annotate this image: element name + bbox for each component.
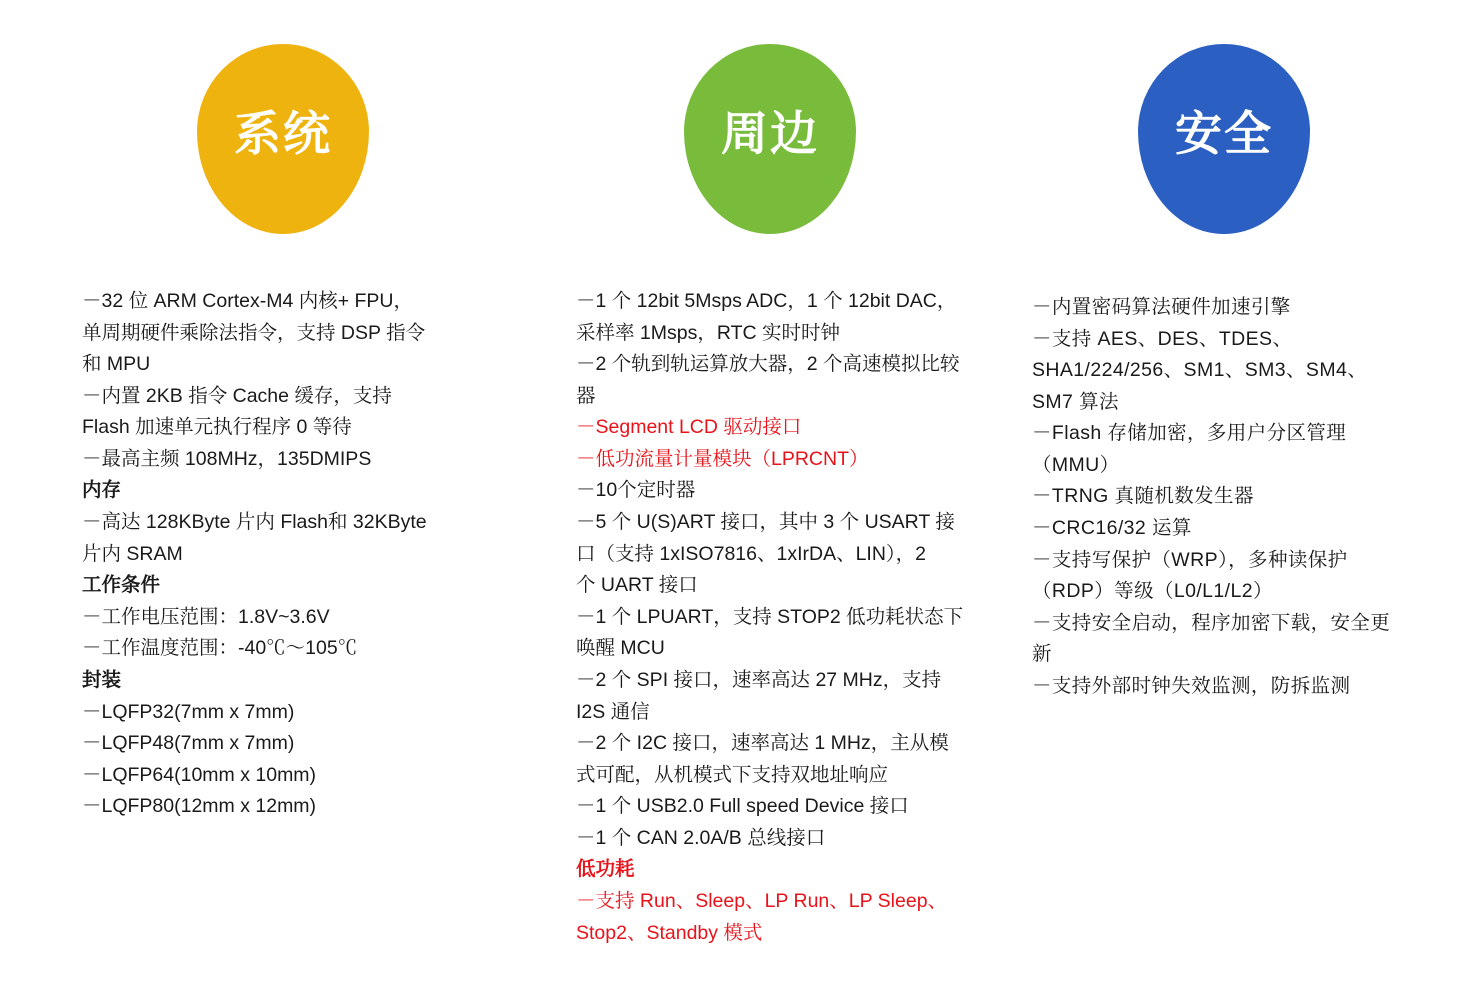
text-line: 单周期硬件乘除法指令，支持 DSP 指令 [82, 321, 426, 344]
text-line: 片内 SRAM [82, 542, 183, 565]
badge-tail-peripheral [786, 170, 832, 226]
column-security [1032, 0, 1432, 983]
text-line: Flash 加速单元执行程序 0 等待 [82, 416, 352, 439]
text-line: SHA1/224/256、SM1、SM3、SM4、 [1032, 359, 1368, 382]
text-line: －最高主频 108MHz，135DMIPS [82, 447, 372, 470]
badge-security [1032, 0, 1432, 250]
text-line: －内置 2KB 指令 Cache 缓存，支持 [82, 384, 392, 407]
text-line: －2 个 SPI 接口，速率高达 27 MHz，支持 [576, 668, 942, 691]
body-text-system [82, 286, 512, 823]
text-line: －1 个 LPUART，支持 STOP2 低功耗状态下 [576, 605, 964, 628]
text-line: －支持写保护（WRP），多种读保护 [1032, 548, 1348, 571]
badge-label-peripheral: 周边 [721, 106, 819, 160]
text-line-highlight: －支持 Run、Sleep、LP Run、LP Sleep、 [576, 889, 948, 912]
text-line: 个 UART 接口 [576, 574, 698, 597]
text-line: －5 个 U(S)ART 接口，其中 3 个 USART 接 [576, 511, 955, 534]
text-line: 式可配，从机模式下支持双地址响应 [576, 763, 889, 786]
badge-system [82, 0, 512, 250]
text-line: －工作温度范围：-40℃～105℃ [82, 637, 358, 660]
text-line: SM7 算法 [1032, 390, 1119, 413]
text-line: －10个定时器 [576, 479, 696, 502]
text-line: －Flash 存储加密，多用户分区管理 [1032, 422, 1347, 445]
text-line: －高达 128KByte 片内 Flash和 32KByte [82, 511, 427, 534]
text-line: －LQFP48(7mm x 7mm) [82, 732, 295, 755]
text-line: －支持 AES、DES、TDES、 [1032, 327, 1293, 350]
text-line: －工作电压范围：1.8V~3.6V [82, 605, 330, 628]
body-text-peripheral [576, 286, 1006, 949]
column-peripheral [576, 0, 1006, 983]
text-line-highlight: Stop2、Standby 模式 [576, 921, 763, 944]
text-line: 唤醒 MCU [576, 637, 665, 660]
badge-tail-system [299, 170, 345, 226]
text-line: －支持安全启动，程序加密下载，安全更 [1032, 611, 1391, 634]
section-heading: 低功耗 [576, 858, 635, 881]
body-text-security [1032, 292, 1432, 703]
text-line: －1 个 CAN 2.0A/B 总线接口 [576, 826, 826, 849]
section-heading: 封装 [82, 668, 122, 691]
badge-peripheral [576, 0, 1006, 250]
text-line: －LQFP80(12mm x 12mm) [82, 795, 317, 818]
text-line: （MMU） [1032, 453, 1120, 476]
text-line: 新 [1032, 643, 1052, 666]
text-line-highlight: －Segment LCD 驱动接口 [576, 416, 802, 439]
text-line: （RDP）等级（L0/L1/L2） [1032, 580, 1273, 603]
section-heading: 工作条件 [82, 574, 161, 597]
text-line: －32 位 ARM Cortex-M4 内核+ FPU， [82, 290, 414, 312]
section-heading: 内存 [82, 479, 122, 502]
column-system [82, 0, 512, 983]
badge-label-system: 系统 [234, 106, 332, 160]
text-line: －1 个 USB2.0 Full speed Device 接口 [576, 795, 909, 818]
badge-label-security: 安全 [1175, 106, 1273, 160]
text-line: －LQFP64(10mm x 10mm) [82, 763, 317, 786]
text-line: I2S 通信 [576, 700, 650, 723]
text-line: －2 个轨到轨运算放大器，2 个高速模拟比较 [576, 353, 960, 376]
text-line: 采样率 1Msps，RTC 实时时钟 [576, 321, 840, 344]
text-line: 和 MPU [82, 353, 151, 376]
text-line: －2 个 I2C 接口，速率高达 1 MHz，主从模 [576, 732, 949, 755]
text-line: －内置密码算法硬件加速引擎 [1032, 296, 1291, 318]
text-line: 口（支持 1xISO7816、1xIrDA、LIN），2 [576, 542, 927, 565]
text-line-highlight: －低功流量计量模块（LPRCNT） [576, 447, 869, 470]
text-line: 器 [576, 384, 596, 407]
text-line: －LQFP32(7mm x 7mm) [82, 700, 295, 723]
badge-tail-security [1240, 170, 1286, 226]
text-line: －1 个 12bit 5Msps ADC，1 个 12bit DAC， [576, 290, 957, 312]
text-line: －TRNG 真随机数发生器 [1032, 485, 1254, 508]
text-line: －支持外部时钟失效监测，防拆监测 [1032, 674, 1351, 697]
text-line: －CRC16/32 运算 [1032, 517, 1192, 540]
